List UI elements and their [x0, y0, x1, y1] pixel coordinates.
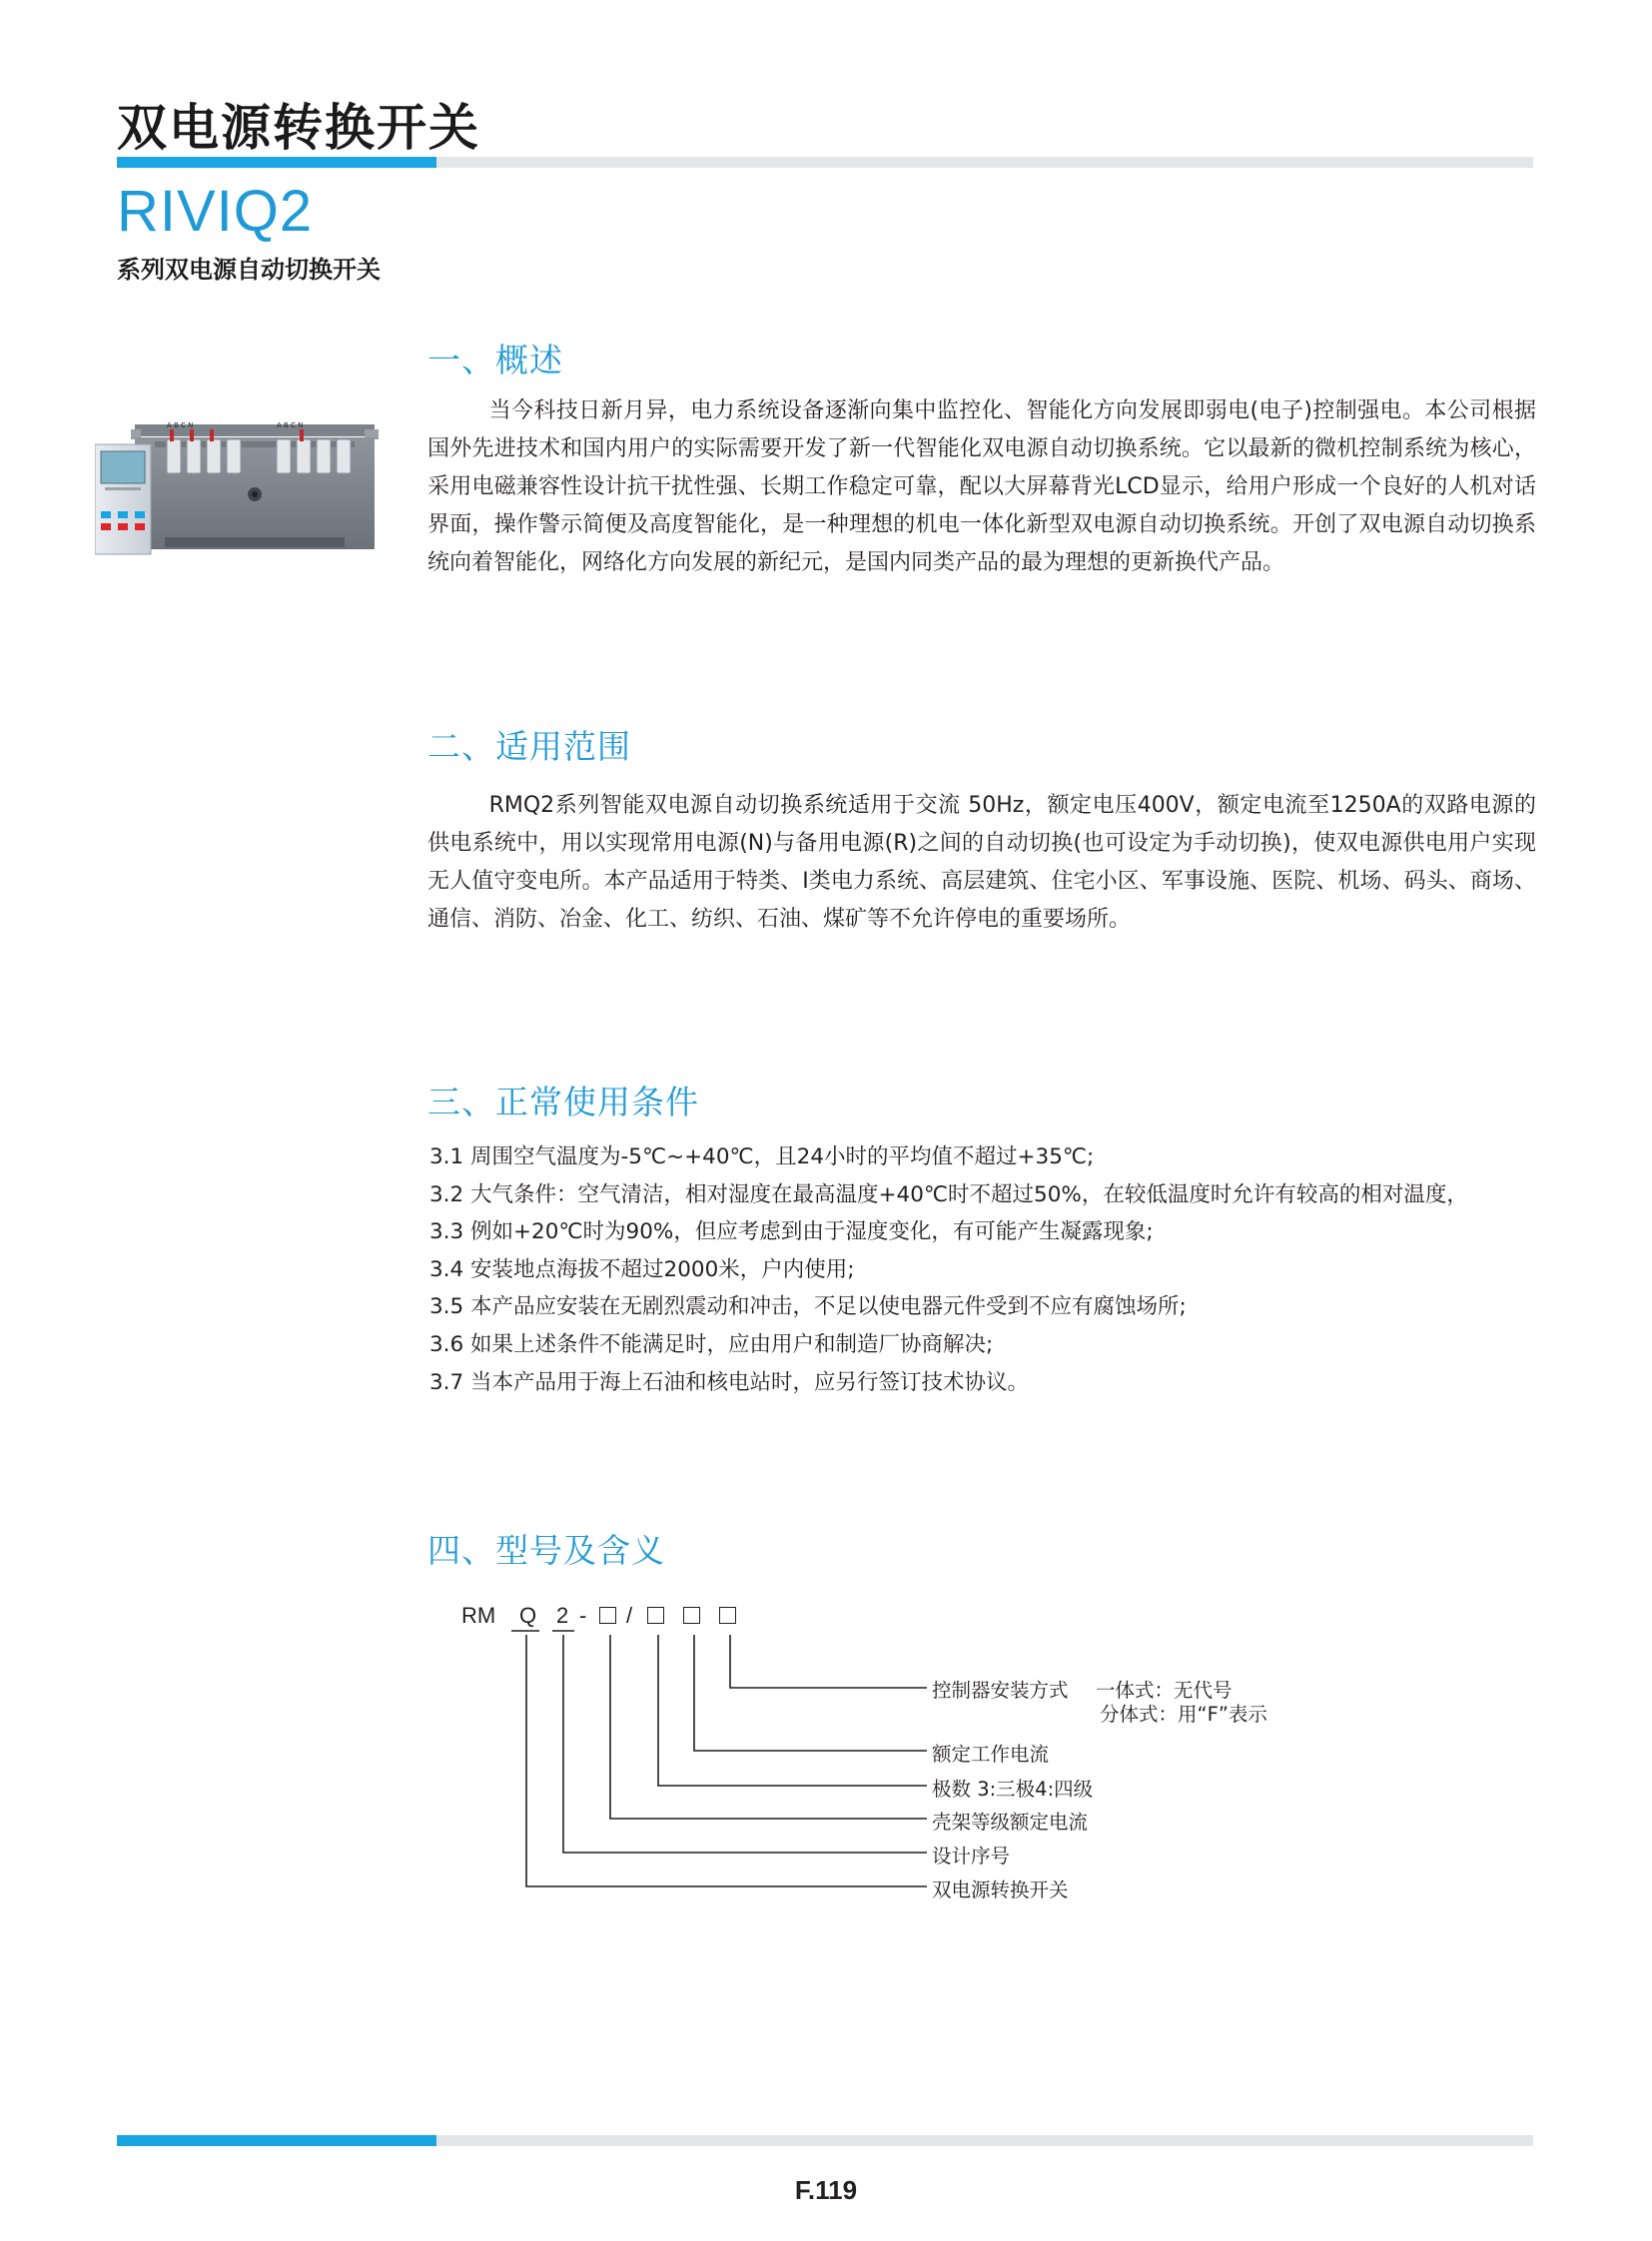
right-terminal-labels: A B C N: [277, 421, 304, 429]
condition-item: 3.4 安装地点海拔不超过2000米，户内使用;: [429, 1256, 855, 1282]
condition-item: 3.2 大气条件：空气清洁，相对湿度在最高温度+40℃时不超过50%，在较低温度时允许有较高的相对温度，: [429, 1181, 1468, 1207]
code-slash: /: [626, 1603, 633, 1628]
footer-rule-accent: [117, 2135, 436, 2146]
label-rated-current: 额定工作电流: [932, 1743, 1050, 1766]
model-name: RIVIQ2: [117, 179, 314, 244]
label-frame: 壳架等级额定电流: [932, 1811, 1089, 1834]
scope-text: RMQ2系列智能双电源自动切换系统适用于交流 50Hz，额定电压400V，额定电流至1250A的双路电源的供电系统中，用以实现常用电源(N)与备用电源(R)之间的自动切换(也可设定为手动切换)，使双电源供电用户实现无人值守变电所。本产品适用于特类、I类电力系统、高层建筑、住宅小区、军事设施、医院、机场、码头、商场、通信、消防、冶金、化工、纺织、石油、煤矿等不允许停电的重要场所。: [427, 793, 1536, 932]
code-2: 2: [556, 1603, 569, 1628]
condition-item: 3.1 周围空气温度为-5℃~+40℃，且24小时的平均值不超过+35℃;: [429, 1144, 1095, 1169]
page-title: 双电源转换开关: [117, 99, 480, 157]
label-poles: 极数 3:三极4:四级: [932, 1778, 1094, 1801]
series-subtitle: 系列双电源自动切换开关: [117, 256, 381, 284]
condition-item: 3.3 例如+20℃时为90%，但应考虑到由于湿度变化，有可能产生凝露现象;: [429, 1219, 1154, 1245]
code-q: Q: [519, 1603, 537, 1628]
left-terminal-labels: A B C N: [167, 421, 194, 429]
label-design: 设计序号: [932, 1845, 1011, 1868]
section-heading-scope: 二、适用范围: [427, 727, 631, 766]
footer-rule: [117, 2135, 1533, 2146]
section-heading-overview: 一、概述: [427, 341, 563, 379]
label-switch: 双电源转换开关: [932, 1878, 1069, 1901]
label-split: 分体式：用“F”表示: [1100, 1703, 1267, 1726]
condition-item: 3.6 如果上述条件不能满足时，应由用户和制造厂协商解决;: [429, 1331, 994, 1357]
section-heading-model: 四、型号及含义: [427, 1531, 665, 1570]
overview-text: 当今科技日新月异，电力系统设备逐渐向集中监控化、智能化方向发展即弱电(电子)控制强电。本公司根据国外先进技术和国内用户的实际需要开发了新一代智能化双电源自动切换系统。它以最新的微机控制系统为核心，采用电磁兼容性设计抗干扰性强、长期工作稳定可靠，配以大屏幕背光LCD显示，给用户形成一个良好的人机对话界面，操作警示简便及高度智能化，是一种理想的机电一体化新型双电源自动切换系统。开创了双电源自动切换系统向着智能化，网络化方向发展的新纪元，是国内同类产品的最为理想的更新换代产品。: [427, 398, 1536, 575]
code-rm: RM: [461, 1603, 496, 1628]
condition-item: 3.5 本产品应安装在无剧烈震动和冲击，不足以使电器元件受到不应有腐蚀场所;: [429, 1294, 1187, 1320]
condition-item: 3.7 当本产品用于海上石油和核电站时，应另行签订技术协议。: [429, 1369, 1030, 1395]
section-heading-conditions: 三、正常使用条件: [427, 1083, 699, 1121]
page-number: F.119: [794, 2175, 858, 2205]
code-dash: -: [579, 1603, 587, 1628]
label-integral: 一体式：无代号: [1096, 1679, 1233, 1702]
label-controller: 控制器安装方式: [932, 1679, 1069, 1702]
